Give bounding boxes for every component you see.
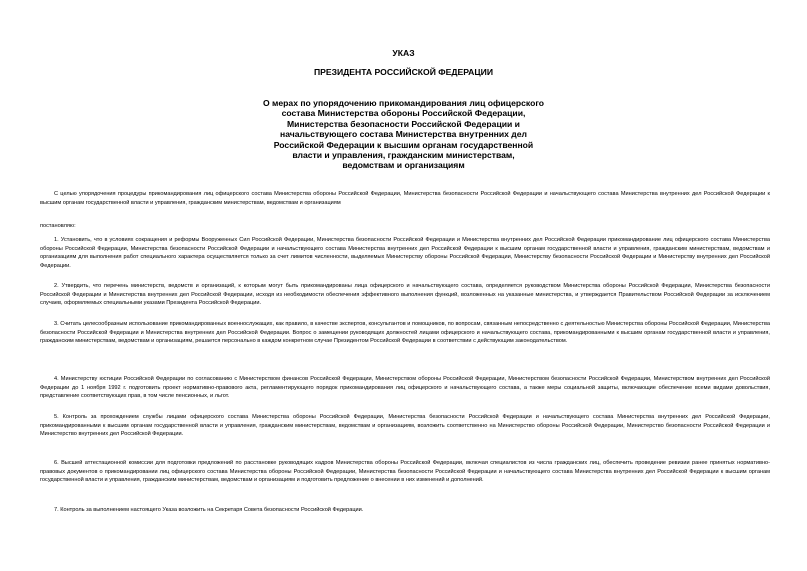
clause-paragraph: 3. Считать целесообразным использование прикомандированных военнослужащих, как правило, в качестве экспертов, консультантов и помощников, по вопросам, связанным непосредственно с деятельностью Министерства обороны Российской Федерации, Министерства безопасности Российской Федерации и Министерства внутренних дел Российской Федерации. Вопрос о замещении руководящих должностей лицами офицерского и начальствующего состава, прикомандированными к высшим органам государственной власти и управления, гражданским министерствам, ведомствам и организациям, решается персонально в каждом конкретном случае Президентом Российской Федерации в соответствии с действующим законодательством. — [40, 321, 770, 345]
subject-line: начальствующего состава Министерства внутренних дел — [280, 129, 527, 140]
decree-word: постановляю: — [40, 223, 76, 229]
clause-5 — [40, 413, 770, 439]
preamble-block — [40, 190, 770, 207]
decree-title: УКАЗ — [392, 48, 415, 58]
clause-paragraph: 7. Контроль за выполнением настоящего Указа возложить на Секретаря Совета безопасности Российской Федерации. — [54, 507, 364, 513]
subject-line: власти и управления, гражданским министерствам, — [292, 150, 515, 161]
clause-paragraph: 6. Высшей аттестационной комиссии для подготовки предложений по расстановке руководящих кадров Министерства обороны Российской Федерации, включая специалистов из числа гражданских лиц, обеспечить проведение ревизии ранее принятых нормативно-правовых документов о прикомандировании лиц офицерского состава Министерства обороны Российской Федерации, Министерства безопасности Российской Федерации и начальствующего состава Министерства внутренних дел Российской Федерации к высшим органам государственной власти и управления, гражданским министерствам, ведомствам и организациям и подготовить предложение о внесении в них изменений и дополнений. — [40, 460, 770, 484]
issuer-title: ПРЕЗИДЕНТА РОССИЙСКОЙ ФЕДЕРАЦИИ — [313, 67, 494, 77]
clause-3 — [40, 320, 770, 346]
clause-7 — [40, 506, 770, 515]
subject-line: ведомствам и организациям — [342, 160, 465, 171]
clause-paragraph: 1. Установить, что в условиях сокращения и реформы Вооруженных Сил Российской Федерации, Министерства безопасности Российской Федерации и Министерства внутренних дел Российской Федерации прикомандирование лиц офицерского состава Министерства обороны Российской Федерации, Министерства безопасности Российской Федерации и начальствующего состава Министерства внутренних дел Российской Федерации к высшим органам государственной власти и управления, гражданским министерствам, ведомствам и организациям для выполнения работ специального характера осуществляется только за счет лимитов численности, выделяемых Министерству обороны Российской Федерации, Министерству безопасности Российской Федерации и Министерству внутренних дел Российской Федерации. — [40, 237, 770, 269]
clause-6 — [40, 459, 770, 485]
clause-paragraph: 5. Контроль за прохождением службы лицами офицерского состава Министерства обороны Российской Федерации, Министерства безопасности Российской Федерации и начальствующего состава Министерства внутренних дел Российской Федерации, прикомандированными к высшим органам государственной власти и управления, гражданским министерствам, ведомствам и организациям, возложить соответственно на Министерство обороны Российской Федерации, Министерство безопасности Российской Федерации и Министерство внутренних дел Российской Федерации. — [40, 414, 770, 438]
subject-line: Министерства безопасности Российской Федерации и — [287, 118, 520, 129]
subject-line: Российской Федерации к высшим органам государственной — [273, 139, 534, 150]
clause-4 — [40, 375, 770, 401]
decree-subject — [0, 98, 807, 171]
clause-paragraph: 2. Утвердить, что перечень министерств, ведомств и организаций, к которым могут быть прикомандированы лица офицерского и начальствующего состава, определяется руководством Министерства обороны Российской Федерации, Министерства безопасности Российской Федерации и Министерства внутренних дел Российской Федерации, исходя из необходимости обеспечения эффективного выполнения функций, возложенных на указанные министерства, и утверждается Правительством Российской Федерации за исключением случаев, оформляемых специальными указами Президента Российской Федерации. — [40, 283, 770, 307]
subject-line: состава Министерства обороны Российской Федерации, — [281, 108, 526, 119]
preamble-paragraph: С целью упорядочения процедуры прикомандирования лиц офицерского состава Министерства обороны Российской Федерации, Министерства безопасности Российской Федерации и начальствующего состава Министерства внутренних дел Российской Федерации к высшим органам государственной власти и управления, гражданским министерствам, ведомствам и организациям — [40, 191, 770, 206]
subject-line: О мерах по упорядочению прикомандирования лиц офицерского — [262, 98, 545, 108]
decree-word-block — [40, 222, 770, 231]
clause-paragraph: 4. Министерству юстиции Российской Федерации по согласованию с Министерством финансов Российской Федерации, Министерством обороны Российской Федерации, Министерством безопасности Российской Федерации, Министерством внутренних дел Российской Федерации до 1 ноября 1992 г. подготовить проект нормативно-правового акта, регламентирующего порядок прикомандирования лиц офицерского и начальствующего состава, а также меры социальной защиты, включающие обеспечение всеми видами довольствия, представление соответствующих прав, в том числе пенсионных, и льгот. — [40, 376, 770, 400]
clause-1 — [40, 236, 770, 270]
clause-2 — [40, 282, 770, 308]
